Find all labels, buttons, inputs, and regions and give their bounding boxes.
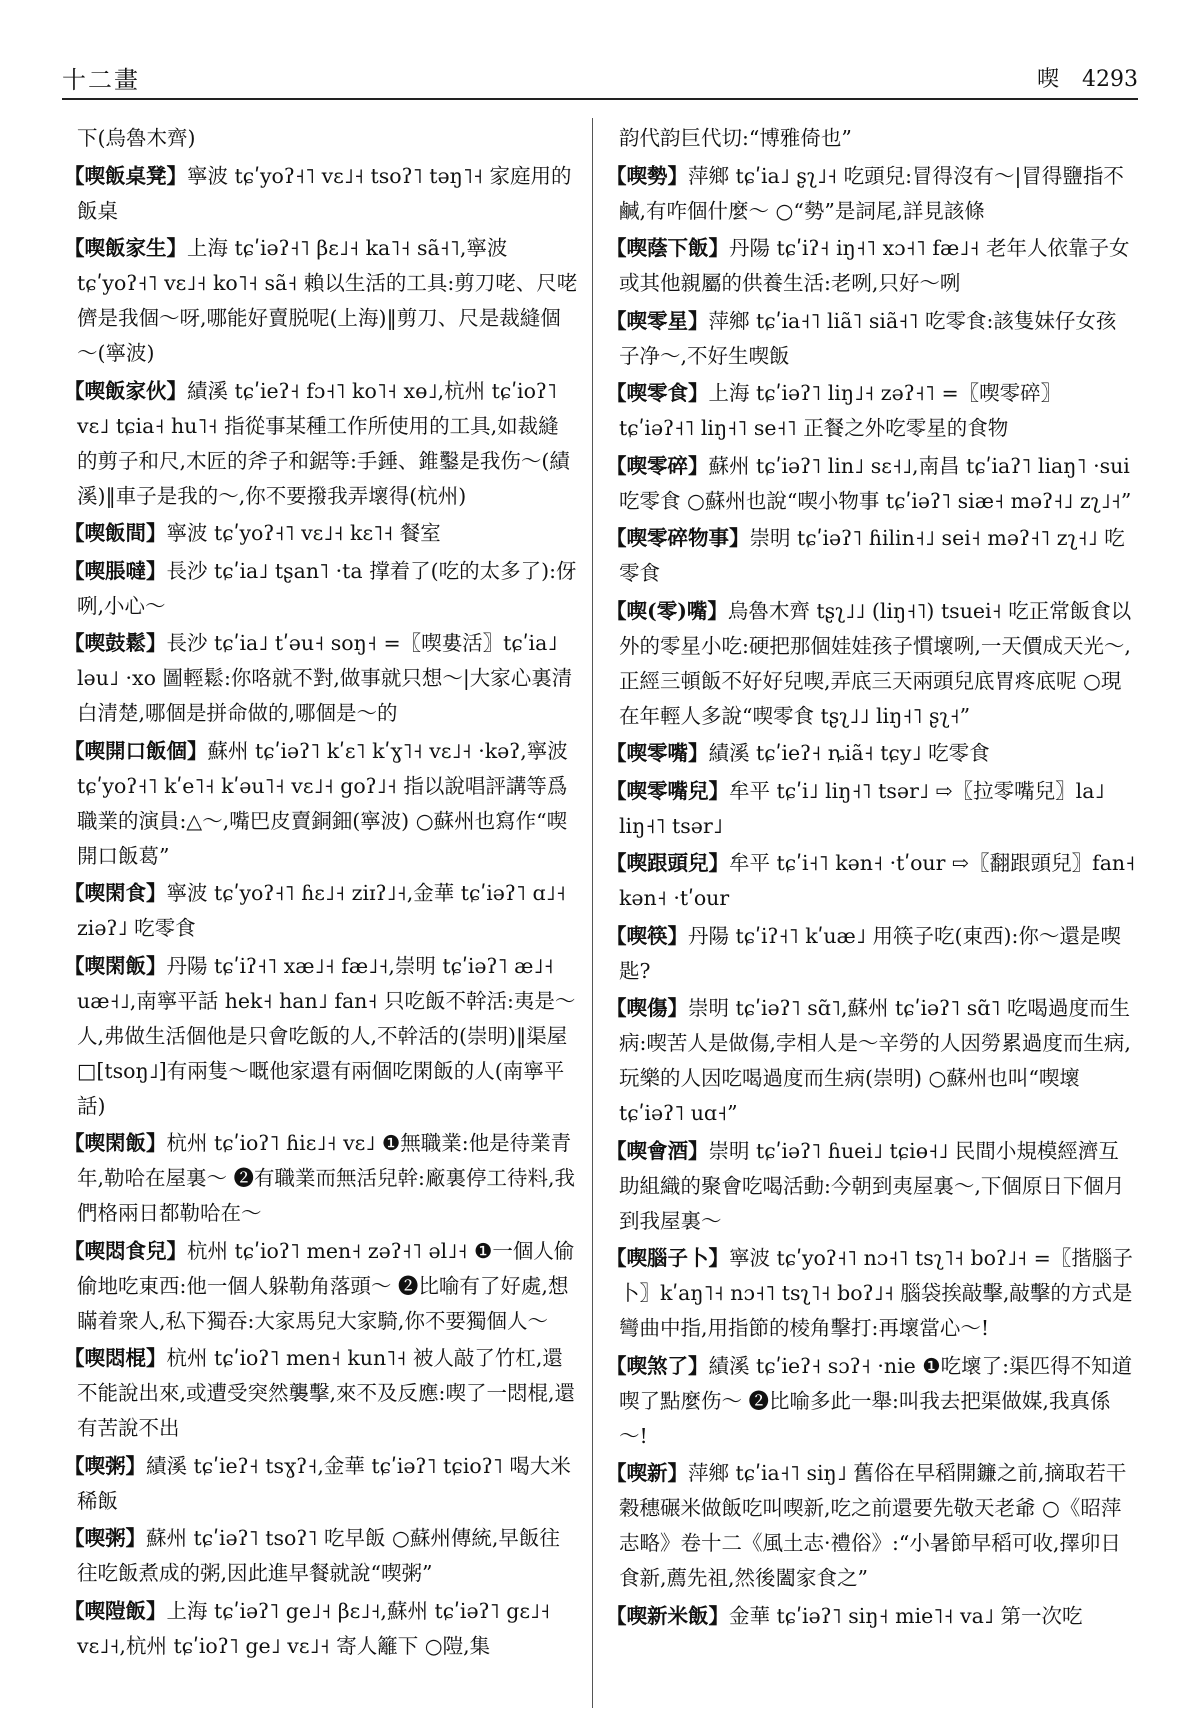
entry-headword: 【喫閑飯】 (64, 1131, 167, 1155)
dictionary-entry (64, 1126, 579, 1231)
section-title: 十二畫 (62, 66, 140, 94)
entry-text: 下(烏魯木齊) (77, 126, 196, 150)
entry-text: 韵代韵巨代切:“博雅倚也” (619, 126, 852, 150)
entry-headword: 【喫煞了】 (606, 1353, 709, 1378)
entry-headword: 【喫新米飯】 (606, 1603, 729, 1628)
dictionary-entry (64, 1521, 579, 1591)
entry-text: 萍鄉 tɕʹia˩ ʂʅ˩˧ 吃頭兒:冒得沒有～|冒得鹽指不鹹,有咋個什麼～ ○“勢”是詞尾,詳見該條 (619, 163, 1124, 223)
entry-text: 萍鄉 tɕʹia˧˥ siŋ˩ 舊俗在早稻開鐮之前,摘取若干穀穗碾米做飯吃叫喫新,吃之前還要先敬天老爺 ○《昭萍志略》卷十二《風土志·禮俗》:“小暑節早稻可收,擇卯日食新,薦先祖,然後闔家食之” (619, 1461, 1127, 1590)
dictionary-entry (606, 991, 1136, 1131)
page-number: 4293 (1082, 67, 1138, 92)
entry-headword: 【喫勢】 (606, 163, 688, 188)
dictionary-entry (606, 449, 1136, 519)
entry-text: 寧波 tɕʹyoʔ˧˥ nɔ˧˥ tsʅ˥˧ boʔ˩˧ =〖揩腦子卜〗kʹaŋ˥˧ nɔ˧˥ tsʅ˥˧ boʔ˩˧ 腦袋挨敲擊,敲擊的方式是彎曲中指,用指節的棱角擊打:再壞當心～! (619, 1246, 1133, 1340)
entry-text: 寧波 tɕʹyoʔ˧˥ vɛ˩˧ kɛ˥˧ 餐室 (166, 521, 441, 545)
entry-text: 上海 tɕʹiəʔ˥ ge˩˧ βɛ˩˧,蘇州 tɕʹiəʔ˥ gɛ˩˧ vɛ˩˧,杭州 tɕʹioʔ˥ ge˩ vɛ˩˧ 寄人籬下 ○隑,集 (77, 1598, 551, 1658)
dictionary-entry (606, 304, 1136, 374)
dictionary-entry (606, 521, 1136, 591)
dictionary-entry (64, 876, 579, 946)
entry-text: 杭州 tɕʹioʔ˥ ɦiɛ˩˧ vɛ˩ ❶無職業:他是待業青年,勒哈在屋裏～ ❷有職業而無活兒幹:廠裏停工待料,我們格兩日都勒哈在～ (77, 1131, 575, 1225)
dictionary-entry (606, 736, 1136, 771)
entry-headword: 【喫飯家伙】 (64, 378, 187, 403)
dictionary-entry (64, 1449, 579, 1519)
dictionary-entry (64, 626, 579, 731)
dictionary-entry (606, 1349, 1136, 1454)
dictionary-entry (606, 774, 1136, 844)
dictionary-entry (64, 231, 579, 371)
entry-headword: 【喫零碎】 (606, 453, 709, 478)
left-column (64, 121, 579, 1666)
dictionary-entry (606, 1134, 1136, 1239)
dictionary-entry (64, 949, 579, 1124)
column-divider (592, 118, 593, 1708)
dictionary-entry (64, 516, 579, 551)
dictionary-entry (606, 846, 1136, 916)
entry-text: 績溪 tɕʹieʔ˧ tsɣʔ˧,金華 tɕʹiəʔ˥ tɕioʔ˥ 喝大米稀飯 (77, 1453, 571, 1513)
entry-headword: 【喫筷】 (606, 923, 688, 948)
entry-headword: 【喫新】 (606, 1461, 688, 1485)
dictionary-entry (64, 554, 579, 624)
dictionary-entry (64, 1594, 579, 1664)
entry-headword: 【喫蔭下飯】 (606, 236, 729, 260)
entry-text: 牟平 tɕʹi˧˥ kən˧ ·tʹour ⇨〖翻跟頭兒〗fan˧ kən˧ ·tʹour (619, 851, 1136, 910)
running-head (1037, 62, 1138, 93)
entry-headword: 【喫飯桌凳】 (64, 163, 187, 188)
entry-headword: 【喫腦子卜】 (606, 1246, 729, 1270)
entry-text: 丹陽 tɕʹiʔ˧˥ kʹuæ˩ 用筷子吃(東西):你～還是喫匙? (619, 923, 1121, 983)
entry-headword: 【喫飯間】 (64, 521, 167, 545)
dictionary-entry (64, 734, 579, 874)
entry-headword: 【喫開口飯個】 (64, 738, 208, 763)
entry-headword: 【喫零嘴兒】 (606, 778, 729, 803)
entry-text: 崇明 tɕʹiəʔ˥ ɦuei˩ tɕiɵ˧˩ 民間小規模經濟互助組織的聚會吃喝活動:今朝到夷屋裏～,下個原日下個月到我屋裏～ (619, 1138, 1125, 1233)
dictionary-entry (606, 1241, 1136, 1346)
entry-text: 杭州 tɕʹioʔ˥ men˧ kun˥˧ 被人敲了竹杠,還不能說出來,或遭受突然襲擊,來不及反應:喫了一悶棍,還有苦說不出 (77, 1346, 575, 1440)
entry-headword: 【喫閑食】 (64, 881, 167, 905)
entry-text: 丹陽 tɕʹiʔ˧˥ xæ˩˧ fæ˩˧,崇明 tɕʹiəʔ˥ æ˩˧ uæ˧˩,南寧平話 hek˧ han˩ fan˧ 只吃飯不幹活:夷是～人,弗做生活個他是只會吃飯的人,不幹活的(崇明)‖渠屋□[tsoŋ˩]有兩隻～嘅他家還有兩個吃閑飯的人(南寧平話) (77, 953, 576, 1118)
page-header (62, 58, 1138, 100)
dictionary-entry (64, 1234, 579, 1339)
entry-headword: 【喫零嘴】 (606, 741, 709, 765)
entry-headword: 【喫(零)嘴】 (606, 598, 728, 623)
entry-text: 上海 tɕʹiəʔ˥ liŋ˩˧ zəʔ˧˥ =〖喫零碎〗tɕʹiəʔ˧˥ liŋ˧˥ se˧˥ 正餐之外吃零星的食物 (619, 381, 1062, 440)
entry-text: 杭州 tɕʹioʔ˥ men˧ zəʔ˧˥ əl˩˧ ❶一個人偷偷地吃東西:他一個人躲勒角落頭～ ❷比喻有了好處,想瞞着衆人,私下獨吞:大家馬兒大家騎,你不要獨個人～ (77, 1238, 575, 1333)
entry-headword: 【喫閑飯】 (64, 953, 167, 978)
entry-text: 績溪 tɕʹieʔ˧ ȵiã˧ tɕy˩ 吃零食 (708, 741, 990, 765)
entry-headword: 【喫零食】 (606, 381, 709, 405)
entry-headword: 【喫飯家生】 (64, 236, 187, 260)
entry-text: 寧波 tɕʹyoʔ˧˥ ɦɛ˩˧ ziɪʔ˩˧,金華 tɕʹiəʔ˥ ɑ˩˧ ziəʔ˩ 吃零食 (77, 881, 566, 940)
entry-headword: 【喫零星】 (606, 308, 709, 333)
entry-text: 寧波 tɕʹyoʔ˧˥ vɛ˩˧ tsoʔ˥ təŋ˥˧ 家庭用的飯桌 (77, 163, 572, 223)
entry-headword: 【喫會酒】 (606, 1138, 709, 1163)
entry-text: 金華 tɕʹiəʔ˥ siŋ˧ mie˥˧ va˩ 第一次吃 (729, 1603, 1083, 1628)
entry-headword: 【喫脹噠】 (64, 558, 167, 583)
dictionary-entry (64, 374, 579, 514)
dictionary-entry (606, 1456, 1136, 1596)
entry-headword: 【喫粥】 (64, 1453, 146, 1478)
entry-text: 蘇州 tɕʹiəʔ˥ kʹɛ˥ kʹɣ˥˧ vɛ˩˧ ·kəʔ,寧波 tɕʹyoʔ˧˥ kʹe˥˧ kʹəu˥˧ vɛ˩˧ goʔ˩˧ 指以說唱評講等爲職業的演員:△～,嘴巴皮賣銅鈿(寧波) ○蘇州也寫作“喫開口飯葛” (77, 738, 568, 868)
entry-headword: 【喫悶食兒】 (64, 1238, 187, 1263)
dictionary-entry (64, 121, 579, 156)
dictionary-entry (64, 1341, 579, 1446)
dictionary-entry (606, 231, 1136, 301)
entry-headword: 【喫粥】 (64, 1526, 146, 1550)
entry-text: 烏魯木齊 tʂʅ˩˩ (liŋ˧˥) tsuei˧ 吃正常飯食以外的零星小吃:硬把那個娃娃孩子慣壞咧,一天價成天光～,正經三頓飯不好好兒喫,弄底三天兩頭兒底胃疼底呢 ○現在年輕人多說“喫零食 tʂʅ˩˩ liŋ˧˥ ʂʅ˧” (619, 598, 1132, 728)
dictionary-entry (606, 1599, 1136, 1634)
entry-headword: 【喫悶棍】 (64, 1346, 167, 1370)
entry-headword: 【喫隑飯】 (64, 1598, 167, 1623)
entry-text: 績溪 tɕʹieʔ˧ sɔʔ˧ ·nie ❶吃壞了:渠匹得不知道喫了點麼伤～ ❷比喻多此一舉:叫我去把渠做媒,我真係～! (619, 1353, 1133, 1448)
entry-text: 上海 tɕʹiəʔ˧˥ βɛ˩˧ ka˥˧ sã˧˥,寧波 tɕʹyoʔ˧˥ vɛ˩˧ ko˥˧ sã˧ 賴以生活的工具:剪刀咾、尺咾儕是我個～呀,哪能好賣脱呢(上海)‖剪刀、尺是裁縫個～(寧波) (77, 236, 578, 365)
dictionary-entry (64, 159, 579, 229)
entry-text: 蘇州 tɕʹiəʔ˥ lin˩ sɛ˧˩,南昌 tɕʹiaʔ˥ liaŋ˥ ·sui 吃零食 ○蘇州也說“喫小物事 tɕʹiəʔ˥ siæ˧ məʔ˧˩ zʅ˩˧” (619, 453, 1132, 513)
dictionary-entry (606, 594, 1136, 734)
entry-text: 萍鄉 tɕʹia˧˥ liã˥ siã˧˥ 吃零食:該隻妹仔女孩子净～,不好生喫飯 (619, 308, 1117, 368)
dictionary-entry (606, 376, 1136, 446)
dictionary-entry (606, 159, 1136, 229)
entry-headword: 【喫鼓鬆】 (64, 631, 167, 655)
entry-text: 長沙 tɕʹia˩ tʹəu˧ soŋ˧ =〖喫婁活〗tɕʹia˩ ləu˩ ·xo 圖輕鬆:你咯就不對,做事就只想～|大家心裏清白清楚,哪個是拼命做的,哪個是～的 (77, 631, 573, 725)
dictionary-entry (606, 919, 1136, 989)
entry-headword: 【喫傷】 (606, 996, 688, 1020)
entry-text: 崇明 tɕʹiəʔ˥ sɑ̃˥,蘇州 tɕʹiəʔ˥ sɑ̃˥ 吃喝過度而生病:喫苦人是做傷,孛相人是～辛勞的人因勞累過度而生病,玩樂的人因吃喝過度而生病(崇明) ○蘇州也叫“喫壞 tɕʹiəʔ˥ uɑ˧” (619, 996, 1131, 1125)
entry-text: 長沙 tɕʹia˩ tʂan˥ ·ta 撑着了(吃的太多了):伢咧,小心～ (77, 558, 577, 618)
right-column (606, 121, 1136, 1636)
running-headword: 喫 (1036, 67, 1059, 92)
entry-text: 丹陽 tɕʹiʔ˧ iŋ˧˥ xɔ˧˥ fæ˩˧ 老年人依靠子女或其他親屬的供養生活:老咧,只好～咧 (619, 236, 1130, 295)
dictionary-entry (606, 121, 1136, 156)
entry-text: 牟平 tɕʹi˩ liŋ˧˥ tsər˩ ⇨〖拉零嘴兒〗la˩ liŋ˧˥ tsər˩ (619, 778, 1105, 838)
entry-text: 崇明 tɕʹiəʔ˥ ɦilin˧˩ sei˧ məʔ˧˥ zʅ˧˩ 吃零食 (619, 526, 1125, 585)
entry-text: 績溪 tɕʹieʔ˧ fɔ˧˥ ko˥˧ xɵ˩,杭州 tɕʹioʔ˥ vɛ˩ tɕia˧ hu˥˧ 指從事某種工作所使用的工具,如裁縫的剪子和尺,木匠的斧子和鋸等:手錘、錐鑿是我伤～(績溪)‖車子是我的～,你不要撥我弄壞得(杭州) (77, 378, 570, 508)
entry-headword: 【喫零碎物事】 (606, 526, 750, 550)
entry-text: 蘇州 tɕʹiəʔ˥ tsoʔ˥ 吃早飯 ○蘇州傳統,早飯往往吃飯煮成的粥,因此進早餐就說“喫粥” (77, 1526, 560, 1585)
entry-headword: 【喫跟頭兒】 (606, 851, 729, 875)
